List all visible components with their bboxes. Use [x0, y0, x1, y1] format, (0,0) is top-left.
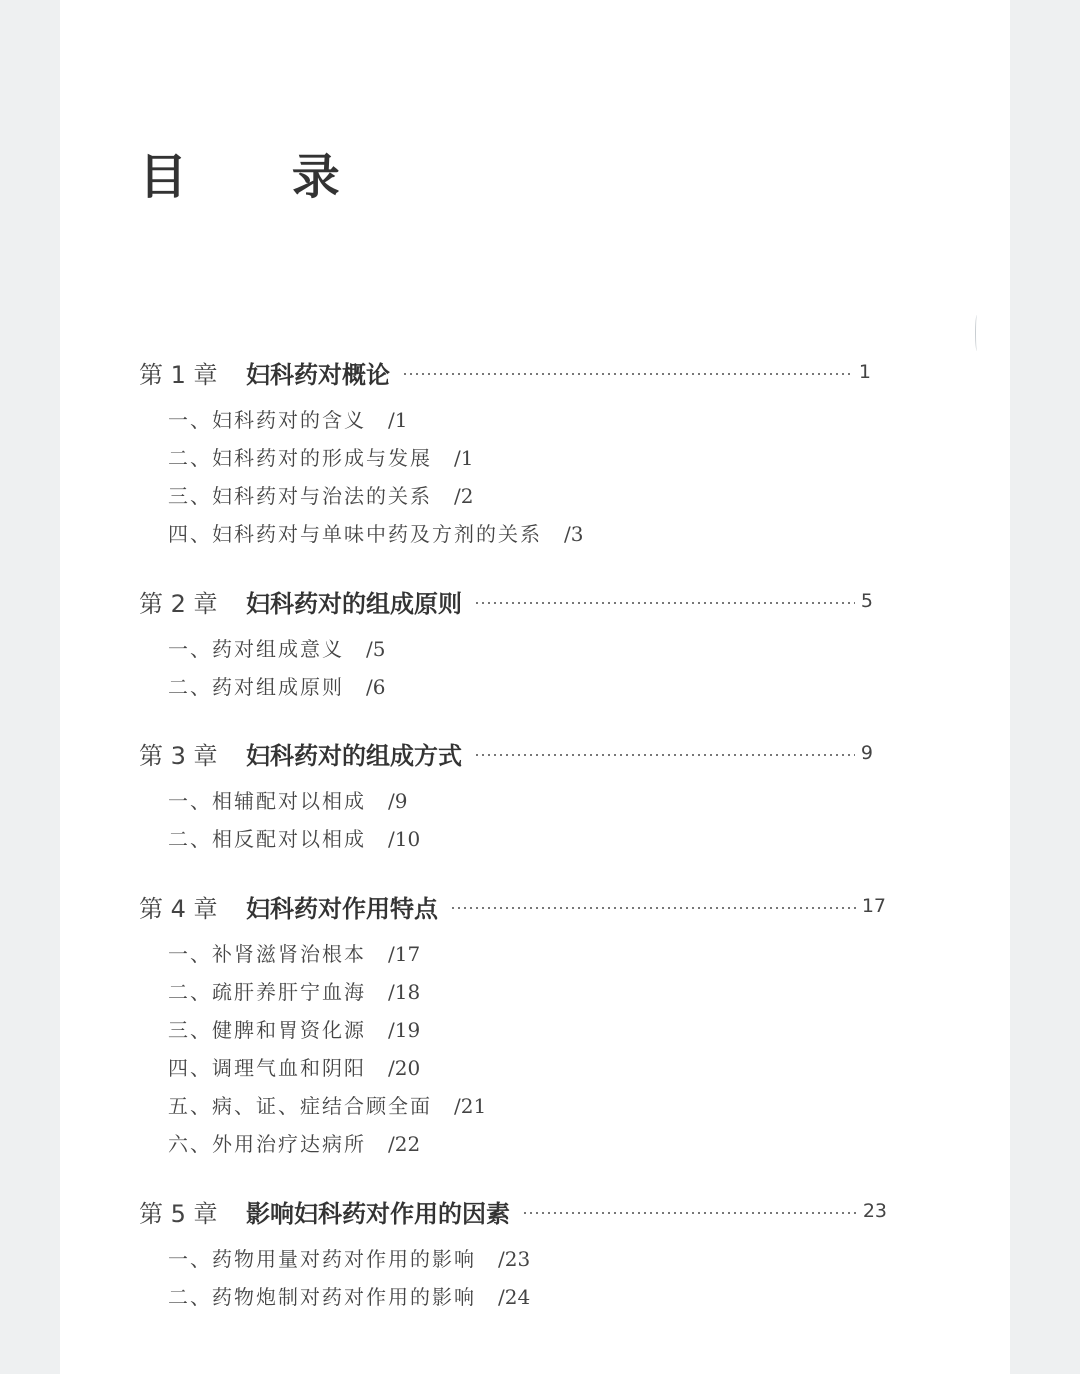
- section-page-number: /18: [388, 980, 421, 1004]
- section-entry[interactable]: [168, 1016, 420, 1044]
- section-title: 一、相辅配对以相成: [168, 789, 366, 813]
- dot-leader: [402, 373, 853, 375]
- scan-mark: [975, 315, 979, 351]
- chapter-page-number: 23: [862, 1200, 887, 1222]
- dot-leader: [474, 602, 855, 604]
- section-entry[interactable]: [168, 787, 407, 815]
- section-entry[interactable]: [168, 940, 420, 968]
- section-title: 四、妇科药对与单味中药及方剂的关系: [168, 522, 542, 546]
- chapter-row[interactable]: [139, 737, 873, 769]
- section-title: 一、药对组成意义: [168, 637, 344, 661]
- section-page-number: /22: [388, 1132, 421, 1156]
- section-page-number: /17: [388, 942, 421, 966]
- section-title: 三、健脾和胃资化源: [168, 1018, 366, 1042]
- section-entry[interactable]: [168, 1054, 420, 1082]
- section-entry[interactable]: [168, 1245, 530, 1273]
- section-title: 二、相反配对以相成: [168, 827, 366, 851]
- section-page-number: /1: [388, 408, 408, 432]
- section-page-number: /2: [454, 484, 474, 508]
- dot-leader: [450, 907, 856, 909]
- section-entry[interactable]: [168, 673, 385, 701]
- section-title: 二、药物炮制对药对作用的影响: [168, 1285, 476, 1309]
- section-entry[interactable]: [168, 520, 583, 548]
- section-title: 二、药对组成原则: [168, 675, 344, 699]
- section-entry[interactable]: [168, 406, 407, 434]
- chapter-title: 影响妇科药对作用的因素: [246, 1199, 510, 1228]
- section-page-number: /10: [388, 827, 421, 851]
- chapter-title: 妇科药对作用特点: [246, 894, 438, 923]
- section-page-number: /1: [454, 446, 474, 470]
- chapter-page-number: 17: [861, 895, 886, 917]
- chapter-title: 妇科药对的组成原则: [246, 589, 462, 618]
- section-page-number: /6: [366, 675, 386, 699]
- section-title: 一、妇科药对的含义: [168, 408, 366, 432]
- section-entry[interactable]: [168, 978, 420, 1006]
- section-page-number: /20: [388, 1056, 421, 1080]
- chapter-number: 第 5 章: [139, 1199, 218, 1228]
- chapter-number: 第 3 章: [139, 741, 218, 770]
- chapter-page-number: 9: [860, 742, 873, 764]
- chapter-title: 妇科药对的组成方式: [246, 741, 462, 770]
- section-entry[interactable]: [168, 635, 385, 663]
- chapter-number: 第 2 章: [139, 589, 218, 618]
- section-entry[interactable]: [168, 1283, 530, 1311]
- section-title: 三、妇科药对与治法的关系: [168, 484, 432, 508]
- section-title: 二、疏肝养肝宁血海: [168, 980, 366, 1004]
- section-entry[interactable]: [168, 1130, 420, 1158]
- dot-leader: [522, 1212, 857, 1214]
- section-page-number: /21: [454, 1094, 487, 1118]
- page-title: 目 录: [139, 149, 384, 205]
- chapter-row[interactable]: [139, 890, 886, 922]
- section-title: 一、补肾滋肾治根本: [168, 942, 366, 966]
- section-title: 五、病、证、症结合顾全面: [168, 1094, 432, 1118]
- chapter-row[interactable]: [139, 356, 871, 388]
- section-page-number: /9: [388, 789, 408, 813]
- section-title: 四、调理气血和阴阳: [168, 1056, 366, 1080]
- chapter-row[interactable]: [139, 1195, 887, 1227]
- chapter-number: 第 1 章: [139, 360, 218, 389]
- section-title: 一、药物用量对药对作用的影响: [168, 1247, 476, 1271]
- section-entry[interactable]: [168, 825, 420, 853]
- chapter-page-number: 5: [860, 590, 873, 612]
- section-page-number: /23: [498, 1247, 531, 1271]
- chapter-title: 妇科药对概论: [246, 360, 390, 389]
- section-page-number: /5: [366, 637, 386, 661]
- section-entry[interactable]: [168, 482, 473, 510]
- chapter-page-number: 1: [858, 361, 871, 383]
- section-entry[interactable]: [168, 1092, 486, 1120]
- section-page-number: /3: [564, 522, 584, 546]
- section-title: 二、妇科药对的形成与发展: [168, 446, 432, 470]
- section-entry[interactable]: [168, 444, 473, 472]
- section-title: 六、外用治疗达病所: [168, 1132, 366, 1156]
- chapter-number: 第 4 章: [139, 894, 218, 923]
- chapter-row[interactable]: [139, 585, 873, 617]
- section-page-number: /24: [498, 1285, 531, 1309]
- section-page-number: /19: [388, 1018, 421, 1042]
- dot-leader: [474, 754, 855, 756]
